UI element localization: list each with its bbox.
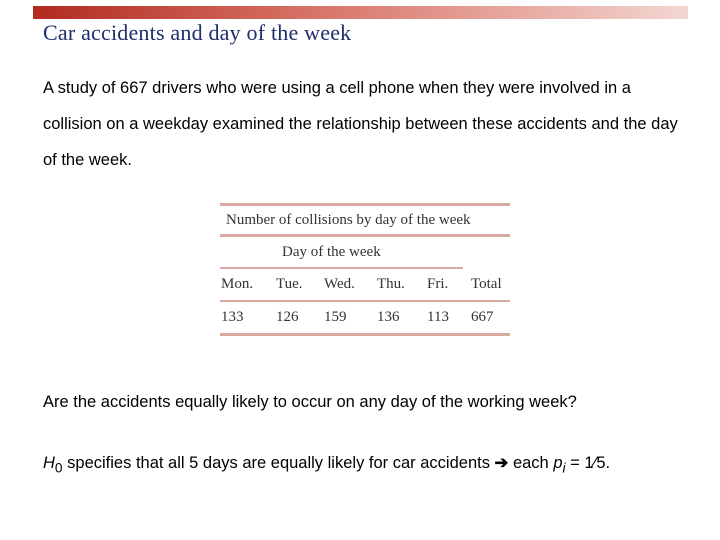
header-cell: Thu.: [377, 276, 405, 292]
probability-index-letter: i: [562, 460, 566, 476]
hypothesis-each: each: [508, 454, 554, 472]
hypothesis-body: specifies that all 5 days are equally likely for car accidents: [62, 454, 495, 472]
probability-value: = 1⁄5.: [565, 454, 611, 472]
value-cell: 667: [471, 309, 494, 325]
value-cell: 136: [377, 309, 400, 325]
probability-symbol: p: [553, 454, 563, 472]
header-cell: Mon.: [221, 276, 254, 292]
header-cell: Fri.: [427, 276, 449, 292]
value-cell: 159: [324, 309, 347, 325]
question-text: Are the accidents equally likely to occur on any day of the working week?: [43, 393, 577, 411]
hypothesis-text: [43, 453, 610, 475]
header-cell: Total: [471, 276, 502, 292]
table-caption: Number of collisions by day of the week: [226, 212, 471, 228]
table-bottom-rule: [220, 333, 510, 336]
hypothesis-symbol: H: [43, 454, 55, 472]
value-cell: 126: [276, 309, 299, 325]
header-cell: Wed.: [324, 276, 355, 292]
hypothesis-subscript: 0: [54, 460, 63, 476]
title-accent-bar: [33, 6, 688, 19]
arrow-right-icon: ➔: [494, 454, 509, 472]
slide-title: Car accidents and day of the week: [43, 20, 352, 45]
header-cell: Tue.: [276, 276, 303, 292]
collisions-table: [220, 203, 510, 336]
table-header-row: [220, 269, 510, 300]
value-cell: 133: [221, 309, 244, 325]
intro-paragraph: A study of 667 drivers who were using a cell phone when they were involved in a collision on a weekday examined the relationship between these accidents and the day of the week.: [43, 79, 678, 169]
table-row: [220, 302, 510, 333]
value-cell: 113: [427, 309, 449, 325]
table-group-header: Day of the week: [282, 244, 381, 260]
